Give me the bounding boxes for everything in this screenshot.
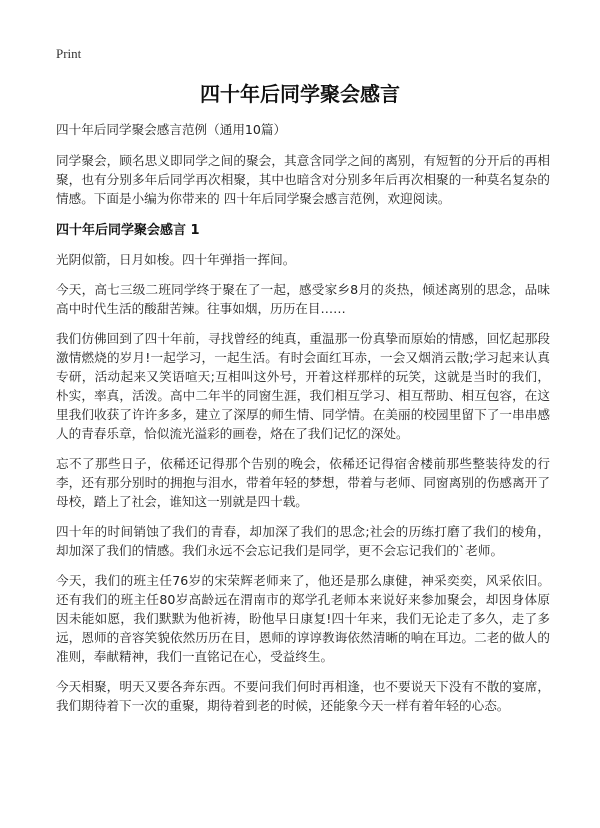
section-heading: 四十年后同学聚会感言 1 [56,223,200,238]
paragraph: 我们仿佛回到了四十年前，寻找曾经的纯真，重温那一份真挚而原始的情感，回忆起那段激情燃烧的岁月!一起学习，一起生活。有时会面红耳赤，一会又烟消云散;学习起来认真专研，活动起来又笑语喧天;互相叫这外号，开着这样那样的玩笑，这就是当时的我们，朴实，率真，活泼。高中二年半的同窗生涯，我们相互学习、相互帮助、相互包容，在这里我们收获了许许多多，建立了深厚的师生情、同学情。在美丽的校园里留下了一串串感人的青春乐章，恰似流光溢彩的画卷，烙在了我们记忆的深处。 [56,331,550,441]
paragraph: 四十年的时间销蚀了我们的青春，却加深了我们的思念;社会的历练打磨了我们的棱角，却加深了我们的情感。我们永远不会忘记我们是同学，更不会忘记我们的`老师。 [56,524,550,558]
document-body [56,120,550,726]
paragraph: 今天，高七三级二班同学终于聚在了一起，感受家乡8月的炎热，倾述离别的思念，品味高中时代生活的酸甜苦辣。往事如烟，历历在目…… [56,282,550,316]
print-link[interactable]: Print [56,46,82,61]
intro-paragraph: 同学聚会，顾名思义即同学之间的聚会，其意含同学之间的离别，有短暂的分开后的再相聚，也有分别多年后同学再次相聚，其中也暗含对分别多年后再次相聚的一种莫名复杂的情感。下面是小编为你带来的 四十年后同学聚会感言范例，欢迎阅读。 [56,153,550,206]
paragraph: 今天，我们的班主任76岁的宋荣辉老师来了，他还是那么康健，神采奕奕，风采依旧。还有我们的班主任80岁高龄远在渭南市的郑学孔老师本来说好来参加聚会，却因身体原因未能如愿，我们默默为他祈祷，盼他早日康复!四十年来，我们无论走了多久，走了多远，恩师的音容笑貌依然历历在目，恩师的谆谆教诲依然清晰的响在耳边。二老的做人的准则，奉献精神，我们一直铭记在心，受益终生。 [56,573,550,664]
page-title: 四十年后同学聚会感言 [200,82,400,106]
paragraph: 今天相聚，明天又要各奔东西。不要问我们何时再相逢，也不要说天下没有不散的宴席，我们期待着下一次的重聚，期待着到老的时候，还能象今天一样有着年轻的心态。 [56,679,550,713]
paragraph: 忘不了那些日子，依稀还记得那个告别的晚会，依稀还记得宿舍楼前那些整装待发的行李，还有那分别时的拥抱与泪水，带着年轻的梦想，带着与老师、同窗离别的伤感离开了母校，踏上了社会，谁知这一别就是四十载。 [56,456,550,509]
paragraph: 光阴似箭，日月如梭。四十年弹指一挥间。 [56,252,296,267]
document-subtitle: 四十年后同学聚会感言范例（通用10篇） [56,122,287,137]
